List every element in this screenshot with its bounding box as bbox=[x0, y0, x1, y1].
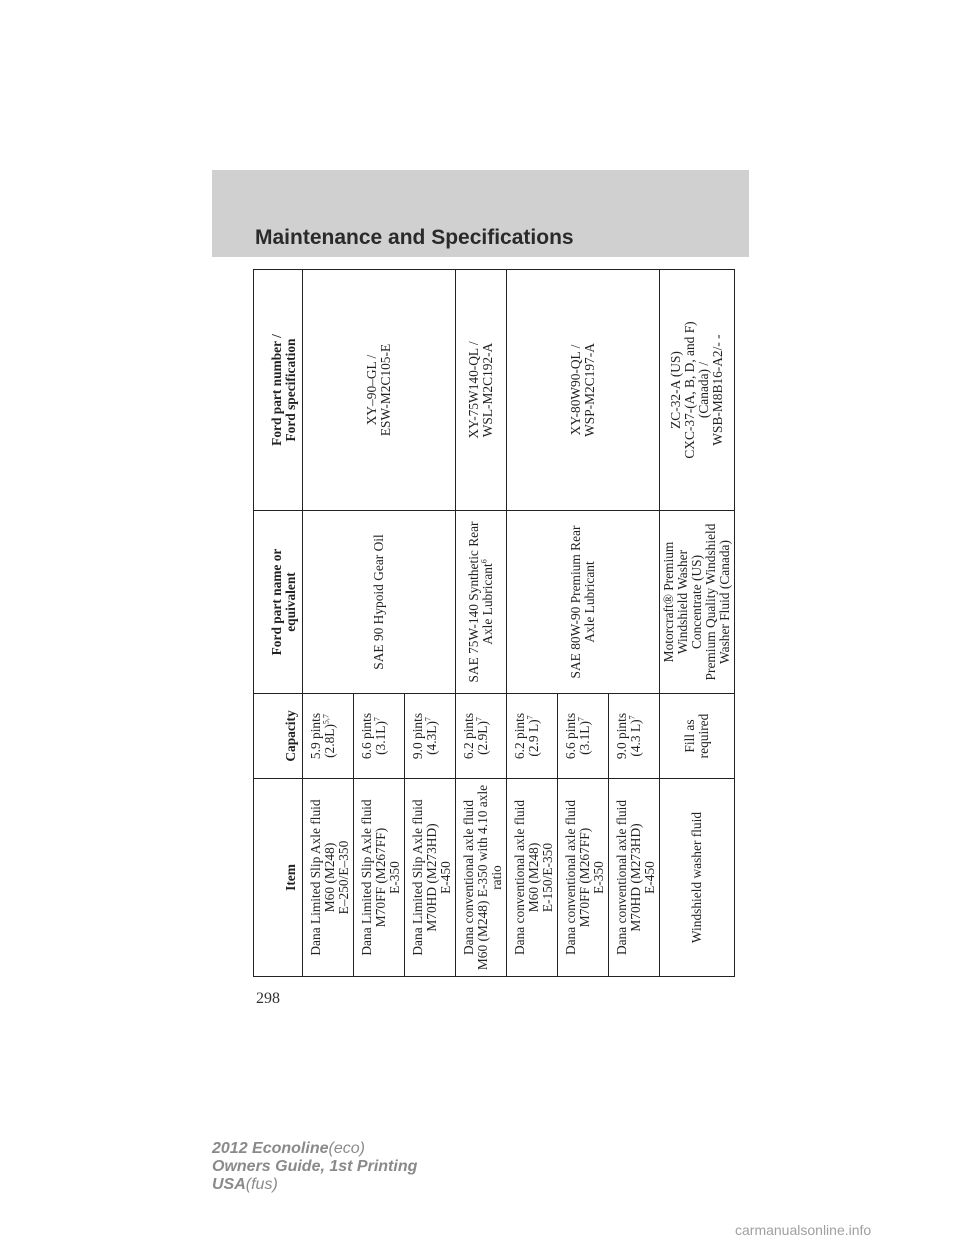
capacity-cell: 5.9 pints $(2.8L)^{5,7}$ bbox=[303, 694, 354, 779]
capacity-cell: 6.2 pints $(2.9L)^7$ bbox=[456, 694, 507, 779]
document-footer bbox=[212, 1140, 417, 1194]
table-row bbox=[660, 270, 735, 977]
part-name-cell-washer: Motorcraft® Premium Windshield Washer Concentrate (US) Premium Quality Windshield Washer Fluid (Canada) bbox=[660, 511, 735, 694]
item-cell: Windshield washer fluid bbox=[660, 779, 735, 977]
spec-cell-washer: ZC-32-A (US) CXC-37-(A, B, D, and F) (Canada) / WSB-M8B16-A2/- - bbox=[660, 270, 735, 511]
header-item: Item bbox=[254, 779, 303, 977]
page-number: 298 bbox=[256, 990, 280, 1007]
table-header-row bbox=[254, 270, 303, 977]
capacity-cell: 9.0 pints (4.3 L)$^7$ bbox=[609, 694, 660, 779]
item-cell: Dana Limited Slip Axle fluid M70FF (M267FF) E-350 bbox=[354, 779, 405, 977]
item-cell: Dana Limited Slip Axle fluid M60 (M248) E–250/E–350 bbox=[303, 779, 354, 977]
capacity-cell: 6.6 pints $(3.1L)^7$ bbox=[558, 694, 609, 779]
header-capacity: Capacity bbox=[254, 694, 303, 779]
table-row bbox=[456, 270, 507, 977]
capacity-cell: 6.6 pints $(3.1L)^7$ bbox=[354, 694, 405, 779]
rotated-table bbox=[253, 270, 732, 977]
watermark: carmanualsonline.info bbox=[735, 1222, 872, 1238]
table-row bbox=[303, 270, 354, 977]
capacity-cell: 6.2 pints (2.9 L)$^7$ bbox=[507, 694, 558, 779]
item-cell: Dana Limited Slip Axle fluid M70HD (M273HD) E-450 bbox=[405, 779, 456, 977]
item-cell: Dana conventional axle fluid M70HD (M273HD) E-450 bbox=[609, 779, 660, 977]
header-part-name: Ford part name or equivalent bbox=[254, 511, 303, 694]
footer-line-region: USA(fus) bbox=[212, 1176, 278, 1193]
item-cell: Dana conventional axle fluid M60 (M248) E-350 with 4.10 axle ratio bbox=[456, 779, 507, 977]
header-spec: Ford part number / Ford specification bbox=[254, 270, 303, 511]
table-row bbox=[507, 270, 558, 977]
fluid-spec-table bbox=[253, 269, 735, 977]
part-name-cell-synthetic: SAE 75W-140 Synthetic Rear Axle Lubricant$^6$ bbox=[456, 511, 507, 694]
spec-cell-synthetic: XY-75W140-QL / WSL-M2C192-A bbox=[456, 270, 507, 511]
capacity-cell: 9.0 pints $(4.3L)^7$ bbox=[405, 694, 456, 779]
part-name-cell-premium: SAE 80W-90 Premium Rear Axle Lubricant bbox=[507, 511, 660, 694]
spec-cell-premium: XY-80W90-QL / WSP-M2C197-A bbox=[507, 270, 660, 511]
footer-line-guide: Owners Guide, 1st Printing bbox=[212, 1158, 418, 1175]
section-title: Maintenance and Specifications bbox=[255, 226, 574, 249]
item-cell: Dana conventional axle fluid M60 (M248) E-150/E-350 bbox=[507, 779, 558, 977]
capacity-cell: Fill as required bbox=[660, 694, 735, 779]
fluid-spec-table-container bbox=[253, 270, 732, 977]
item-cell: Dana conventional axle fluid M70FF (M267FF) E-350 bbox=[558, 779, 609, 977]
footer-line-model: 2012 Econoline(eco) bbox=[212, 1140, 365, 1157]
spec-cell-gear-oil: XY–90–GL / ESW-M2C105-E bbox=[303, 270, 456, 511]
part-name-cell-gear-oil: SAE 90 Hypoid Gear Oil bbox=[303, 511, 456, 694]
